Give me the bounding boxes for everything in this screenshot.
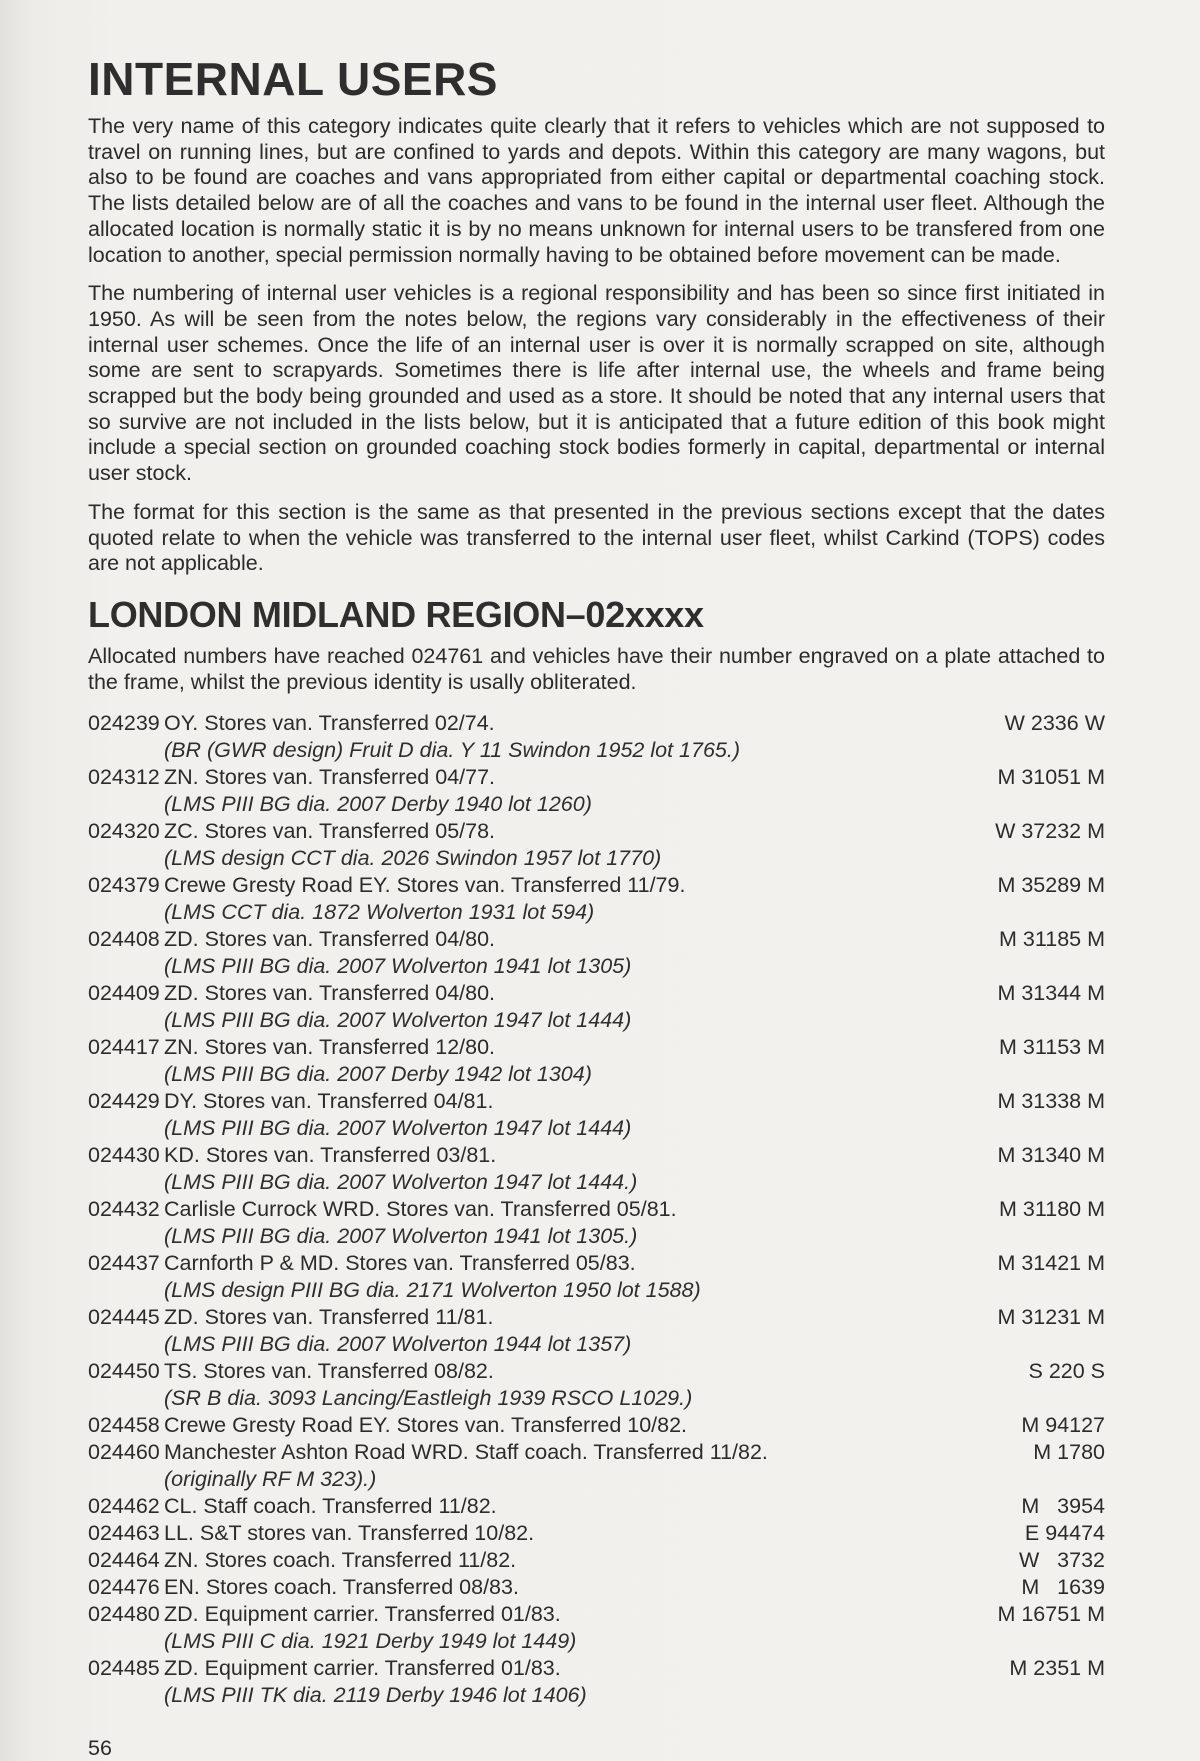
vehicle-number: 024437 xyxy=(88,1251,160,1276)
vehicle-entry-line xyxy=(88,1439,1105,1466)
vehicle-running-number: M 31180 M xyxy=(999,1197,1105,1222)
vehicle-description: LL. S&T stores van. Transferred 10/82. xyxy=(164,1521,535,1546)
vehicle-entry-line xyxy=(88,1520,1105,1547)
vehicle-running-number: M 16751 M xyxy=(997,1602,1105,1627)
vehicle-description: DY. Stores van. Transferred 04/81. xyxy=(164,1089,494,1114)
page-number: 56 xyxy=(88,1736,112,1761)
list-item xyxy=(88,872,1105,926)
list-item xyxy=(88,980,1105,1034)
vehicle-list xyxy=(88,710,1105,1709)
vehicle-note: (LMS PIII BG dia. 2007 Wolverton 1941 lot 1305.) xyxy=(164,1224,638,1249)
vehicle-running-number: M 31340 M xyxy=(997,1143,1105,1168)
list-item xyxy=(88,926,1105,980)
vehicle-running-number: W 2336 W xyxy=(1004,711,1105,736)
list-item xyxy=(88,1601,1105,1655)
vehicle-number: 024417 xyxy=(88,1035,160,1060)
vehicle-running-number: M 31185 M xyxy=(999,927,1105,952)
list-item xyxy=(88,1655,1105,1709)
vehicle-description: ZC. Stores van. Transferred 05/78. xyxy=(164,819,496,844)
vehicle-running-number: M 31153 M xyxy=(999,1035,1105,1060)
list-item xyxy=(88,818,1105,872)
list-item xyxy=(88,1574,1105,1601)
list-item xyxy=(88,1196,1105,1250)
vehicle-entry-line xyxy=(88,1493,1105,1520)
vehicle-note: (LMS design CCT dia. 2026 Swindon 1957 lot 1770) xyxy=(164,846,662,871)
vehicle-description: Manchester Ashton Road WRD. Staff coach. Transferred 11/82. xyxy=(164,1440,768,1465)
vehicle-description: KD. Stores van. Transferred 03/81. xyxy=(164,1143,497,1168)
vehicle-entry-line xyxy=(88,1088,1105,1115)
region-intro-paragraph: Allocated numbers have reached 024761 and vehicles have their number engraved on a plate attached to the frame, whilst the previous identity is usally obliterated. xyxy=(88,643,1105,694)
intro-paragraph-3: The format for this section is the same as that presented in the previous sections except that the dates quoted relate to when the vehicle was transferred to the internal user fleet, whilst Carkind (TOPS) codes are not applicable. xyxy=(88,499,1105,576)
vehicle-note: (LMS PIII BG dia. 2007 Wolverton 1941 lot 1305) xyxy=(164,954,632,979)
vehicle-note: (LMS PIII BG dia. 2007 Derby 1940 lot 1260) xyxy=(164,792,592,817)
vehicle-entry-line xyxy=(88,926,1105,953)
region-heading: LONDON MIDLAND REGION–02xxxx xyxy=(88,593,704,635)
vehicle-entry-line xyxy=(88,1304,1105,1331)
vehicle-description: ZN. Stores van. Transferred 12/80. xyxy=(164,1035,496,1060)
vehicle-description: ZD. Stores van. Transferred 04/80. xyxy=(164,981,496,1006)
list-item xyxy=(88,1088,1105,1142)
vehicle-running-number: W 3732 xyxy=(1018,1548,1105,1573)
vehicle-note: (LMS CCT dia. 1872 Wolverton 1931 lot 594) xyxy=(164,900,595,925)
vehicle-entry-line xyxy=(88,1547,1105,1574)
vehicle-entry-line xyxy=(88,1412,1105,1439)
vehicle-description: ZD. Stores van. Transferred 04/80. xyxy=(164,927,496,952)
vehicle-entry-line xyxy=(88,1601,1105,1628)
list-item xyxy=(88,1412,1105,1439)
vehicle-description: ZN. Stores coach. Transferred 11/82. xyxy=(164,1548,517,1573)
vehicle-note: (LMS design PIII BG dia. 2171 Wolverton 1950 lot 1588) xyxy=(164,1278,701,1303)
list-item xyxy=(88,1358,1105,1412)
list-item xyxy=(88,764,1105,818)
list-item xyxy=(88,1142,1105,1196)
vehicle-number: 024430 xyxy=(88,1143,160,1168)
vehicle-number: 024476 xyxy=(88,1575,160,1600)
vehicle-note: (LMS PIII C dia. 1921 Derby 1949 lot 1449) xyxy=(164,1629,577,1654)
vehicle-description: EN. Stores coach. Transferred 08/83. xyxy=(164,1575,519,1600)
vehicle-number: 024485 xyxy=(88,1656,160,1681)
vehicle-running-number: M 1639 xyxy=(1021,1575,1105,1600)
vehicle-number: 024458 xyxy=(88,1413,160,1438)
vehicle-description: ZD. Equipment carrier. Transferred 01/83. xyxy=(164,1656,561,1681)
intro-paragraph-1: The very name of this category indicates quite clearly that it refers to vehicles which are not supposed to travel on running lines, but are confined to yards and depots. Within this category are many wagons, but also to be found are coaches and vans appropriated from either capital or departmental coaching stock. The lists detailed below are of all the coaches and vans to be found in the internal user fleet. Although the allocated location is normally static it is by no means unknown for internal users to be transfered from one location to another, special permission normally having to be obtained before movement can be made. xyxy=(88,114,1105,267)
vehicle-description: CL. Staff coach. Transferred 11/82. xyxy=(164,1494,497,1519)
vehicle-number: 024320 xyxy=(88,819,160,844)
vehicle-entry-line xyxy=(88,872,1105,899)
vehicle-number: 024409 xyxy=(88,981,160,1006)
list-item xyxy=(88,1304,1105,1358)
vehicle-note: (BR (GWR design) Fruit D dia. Y 11 Swindon 1952 lot 1765.) xyxy=(164,738,740,763)
vehicle-number: 024462 xyxy=(88,1494,160,1519)
vehicle-description: TS. Stores van. Transferred 08/82. xyxy=(164,1359,494,1384)
vehicle-entry-line xyxy=(88,1034,1105,1061)
vehicle-running-number: E 94474 xyxy=(1024,1521,1105,1546)
vehicle-number: 024239 xyxy=(88,711,160,736)
vehicle-number: 024429 xyxy=(88,1089,160,1114)
vehicle-number: 024480 xyxy=(88,1602,160,1627)
list-item xyxy=(88,1493,1105,1520)
vehicle-entry-line xyxy=(88,1574,1105,1601)
vehicle-description: ZD. Equipment carrier. Transferred 01/83. xyxy=(164,1602,561,1627)
vehicle-note: (LMS PIII BG dia. 2007 Wolverton 1947 lot 1444) xyxy=(164,1008,632,1033)
vehicle-description: ZN. Stores van. Transferred 04/77. xyxy=(164,765,496,790)
vehicle-running-number: M 94127 xyxy=(1021,1413,1105,1438)
vehicle-number: 024445 xyxy=(88,1305,160,1330)
vehicle-entry-line xyxy=(88,1142,1105,1169)
vehicle-running-number: M 31421 M xyxy=(997,1251,1105,1276)
vehicle-running-number: M 35289 M xyxy=(997,873,1105,898)
vehicle-description: Crewe Gresty Road EY. Stores van. Transferred 11/79. xyxy=(164,873,686,898)
vehicle-entry-line xyxy=(88,1250,1105,1277)
vehicle-description: Carlisle Currock WRD. Stores van. Transferred 05/81. xyxy=(164,1197,677,1222)
vehicle-running-number: S 220 S xyxy=(1028,1359,1105,1384)
intro-paragraph-2: The numbering of internal user vehicles is a regional responsibility and has been so since first initiated in 1950. As will be seen from the notes below, the regions vary considerably in the effectiveness of their internal user schemes. Once the life of an internal user is over it is normally scrapped on site, although some are sent to scrapyards. Sometimes there is life after internal use, the wheels and frame being scrapped but the body being grounded and used as a store. It should be noted that any internal users that so survive are not included in the lists below, but it is anticipated that a future edition of this book might include a special section on grounded coaching stock bodies formerly in capital, departmental or internal user stock. xyxy=(88,281,1105,486)
vehicle-running-number: M 1780 xyxy=(1033,1440,1105,1465)
vehicle-running-number: W 37232 M xyxy=(995,819,1105,844)
vehicle-entry-line xyxy=(88,980,1105,1007)
vehicle-number: 024408 xyxy=(88,927,160,952)
vehicle-description: ZD. Stores van. Transferred 11/81. xyxy=(164,1305,494,1330)
vehicle-number: 024463 xyxy=(88,1521,160,1546)
list-item xyxy=(88,710,1105,764)
vehicle-running-number: M 3954 xyxy=(1021,1494,1105,1519)
vehicle-note: (LMS PIII BG dia. 2007 Wolverton 1947 lot 1444) xyxy=(164,1116,632,1141)
list-item xyxy=(88,1250,1105,1304)
vehicle-entry-line xyxy=(88,1655,1105,1682)
vehicle-number: 024460 xyxy=(88,1440,160,1465)
vehicle-entry-line xyxy=(88,764,1105,791)
vehicle-description: OY. Stores van. Transferred 02/74. xyxy=(164,711,495,736)
vehicle-number: 024312 xyxy=(88,765,160,790)
vehicle-running-number: M 2351 M xyxy=(1009,1656,1105,1681)
vehicle-running-number: M 31338 M xyxy=(997,1089,1105,1114)
list-item xyxy=(88,1034,1105,1088)
vehicle-entry-line xyxy=(88,1358,1105,1385)
vehicle-note: (LMS PIII BG dia. 2007 Derby 1942 lot 1304) xyxy=(164,1062,592,1087)
vehicle-running-number: M 31344 M xyxy=(997,981,1105,1006)
list-item xyxy=(88,1520,1105,1547)
vehicle-note: (LMS PIII BG dia. 2007 Wolverton 1947 lot 1444.) xyxy=(164,1170,638,1195)
vehicle-number: 024464 xyxy=(88,1548,160,1573)
vehicle-running-number: M 31231 M xyxy=(997,1305,1105,1330)
vehicle-entry-line xyxy=(88,710,1105,737)
vehicle-entry-line xyxy=(88,818,1105,845)
vehicle-description: Carnforth P & MD. Stores van. Transferred 05/83. xyxy=(164,1251,636,1276)
vehicle-note: (LMS PIII TK dia. 2119 Derby 1946 lot 1406) xyxy=(164,1683,587,1708)
vehicle-note: (SR B dia. 3093 Lancing/Eastleigh 1939 RSCO L1029.) xyxy=(164,1386,693,1411)
vehicle-note: (originally RF M 323).) xyxy=(164,1467,377,1492)
vehicle-entry-line xyxy=(88,1196,1105,1223)
list-item xyxy=(88,1547,1105,1574)
vehicle-number: 024432 xyxy=(88,1197,160,1222)
vehicle-number: 024450 xyxy=(88,1359,160,1384)
vehicle-number: 024379 xyxy=(88,873,160,898)
list-item xyxy=(88,1439,1105,1493)
vehicle-running-number: M 31051 M xyxy=(997,765,1105,790)
vehicle-description: Crewe Gresty Road EY. Stores van. Transferred 10/82. xyxy=(164,1413,688,1438)
vehicle-note: (LMS PIII BG dia. 2007 Wolverton 1944 lot 1357) xyxy=(164,1332,632,1357)
page-title: INTERNAL USERS xyxy=(88,53,498,105)
